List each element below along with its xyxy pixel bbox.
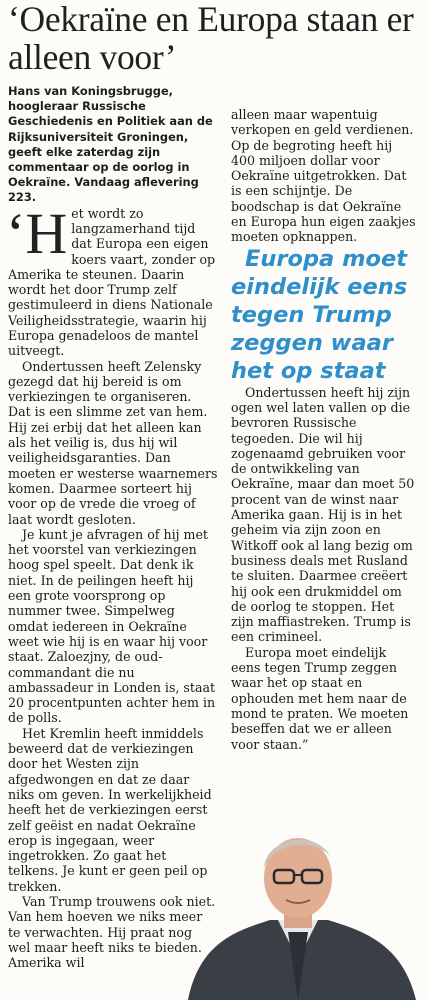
author-photo — [170, 820, 427, 1000]
paragraph-1 — [6, 200, 218, 359]
pull-quote: Europa moet eindelijk eens tegen Trump zeggen waar het op staat — [231, 245, 408, 384]
paragraph-3: Je kunt je afvragen of hij met het voorstel van verkiezingen hoog spel speelt. Dat denk ik niet. In de peilingen heeft hij een grote voorsprong op nummer twee. Simpelweg omdat iedereen in Oekraïne weet wie hij is en waar hij voor staat. Zaloezjny, de oud-commandant die nu ambassadeur in Londen is, staat 20 procentpunten achter hem in de polls. — [8, 526, 216, 726]
right-column — [231, 107, 419, 752]
drop-cap: ‘H — [6, 200, 68, 266]
paragraph-2: Ondertussen heeft Zelensky gezegd dat hij bereid is om verkiezingen te organiseren. Dat is een slimme zet van hem. Hij zei erbij dat het alleen kan als het veilig is, dus hij wil veiligheidsgaranties. Dan moeten er westerse waarnemers komen. Daarmee sorteert hij voor op de vrede die vroeg of laat wordt gesloten. — [8, 358, 218, 527]
paragraph-6: alleen maar wapentuig verkopen en geld verdienen. Op de begroting heeft hij 400 miljoen dollar voor Oekraïne uitgetrokken. Dat is een schijntje. De boodschap is dat Oekraïne en Europa hun eigen zaakjes moeten opknappen. — [231, 107, 416, 245]
paragraph-7: Ondertussen heeft hij zijn ogen wel laten vallen op die bevroren Russische tegoeden. Die wil hij zogenaamd gebruiken voor de ontwikkeling van Oekraïne, maar dan moet 50 procent van de winst naar Amerika gaan. Hij is in het geheim via zijn zoon en Witkoff ook al lang bezig om business deals met Rusland te sluiten. Daarmee creëert hij ook een drukmiddel om de oorlog te stoppen. Het zijn maffiastreken. Trump is een crimineel. — [231, 384, 415, 645]
intro: Hans van Koningsbrugge, hoogleraar Russische Geschiedenis en Politiek aan de Rijksuniversiteit Groningen, geeft elke zaterdag zijn commentaar op de oorlog in Oekraïne. Vandaag aflevering 223. — [8, 84, 213, 205]
paragraph-4: Het Kremlin heeft inmiddels beweerd dat de verkiezingen door het Westen zijn afgedwongen en dat ze daar niks om geven. In werkelijkheid heeft het de verkiezingen eerst zelf geëist en nadat Oekraïne erop is ingegaan, weer ingetrokken. Zo gaat het telkens. Je kunt er geen peil op trekken. — [8, 725, 212, 894]
paragraph-8: Europa moet eindelijk eens tegen Trump zeggen waar het op staat en ophouden met hem naar de mond te praten. We moeten beseffen dat we er alleen voor staan.” — [231, 644, 409, 752]
author-portrait-illustration — [170, 820, 427, 1000]
headline: ‘Oekraïne en Europa staan er alleen voor’ — [8, 0, 414, 77]
paragraph-1-text: et wordt zo langzamerhand tijd dat Europa een eigen koers vaart, zonder op Amerika te steunen. Daarin wordt het door Trump zelf gestimuleerd in diens Nationale Veiligheidsstrategie, waarin hij Europa genadeloos de mantel uitveegt. — [8, 205, 216, 359]
paragraph-5: Van Trump trouwens ook niet. Van hem hoeven we niks meer te verwachten. Hij praat nog wel maar heeft niks te bieden. Amerika wil — [8, 893, 216, 971]
